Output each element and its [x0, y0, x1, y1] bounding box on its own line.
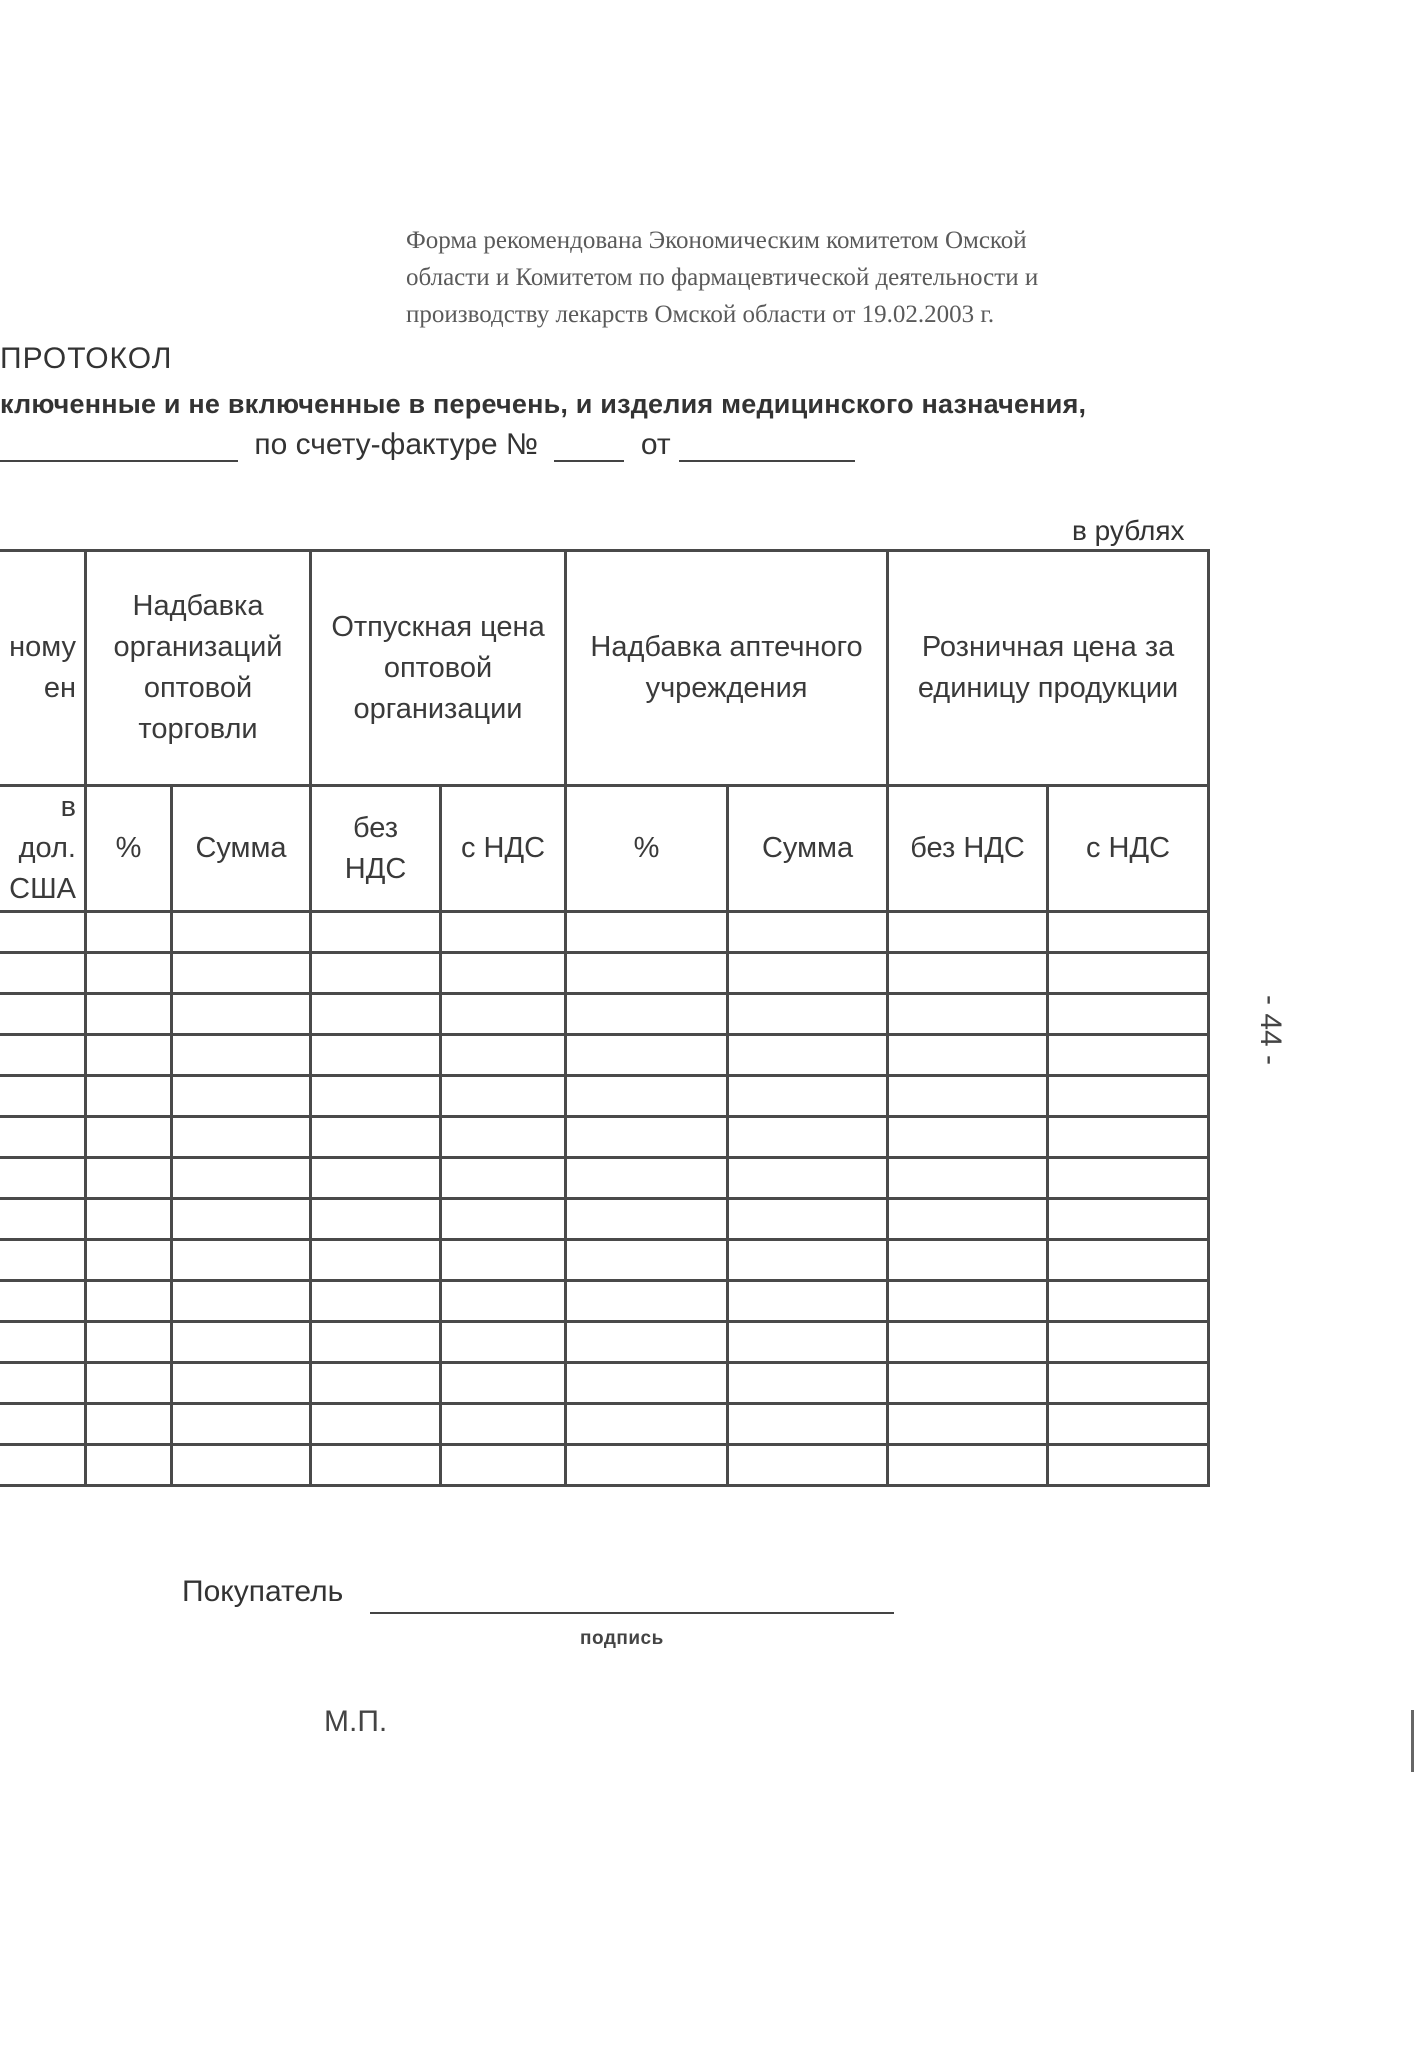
table-cell[interactable]: [566, 1240, 728, 1281]
table-cell[interactable]: [0, 994, 86, 1035]
signature-caption: подпись: [580, 1628, 664, 1649]
table-row: [0, 1404, 1209, 1445]
header-cut-column: [0, 551, 86, 786]
table-row: [0, 1035, 1209, 1076]
table-row: [0, 1076, 1209, 1117]
units-label: в рублях: [1072, 515, 1185, 546]
table-cell[interactable]: [1048, 1199, 1209, 1240]
document-title: ПРОТОКОЛ: [0, 342, 173, 375]
table-cell[interactable]: [566, 1035, 728, 1076]
table-cell[interactable]: [0, 1445, 86, 1486]
table-cell[interactable]: [86, 912, 172, 953]
table-cell[interactable]: [1048, 1035, 1209, 1076]
table-cell[interactable]: [728, 1363, 888, 1404]
table-row: [0, 1117, 1209, 1158]
table-cell[interactable]: [728, 1117, 888, 1158]
table-row: [0, 912, 1209, 953]
table-cell[interactable]: [728, 1076, 888, 1117]
document-subtitle: ключенные и не включенные в перечень, и изделия медицинского назначения,: [0, 389, 1087, 419]
table-cell[interactable]: [566, 1445, 728, 1486]
table-cell[interactable]: [1048, 1445, 1209, 1486]
invoice-line: [0, 428, 855, 468]
table-cell[interactable]: [311, 1281, 441, 1322]
table-row: [0, 1240, 1209, 1281]
table-cell[interactable]: [441, 1404, 566, 1445]
table-cell[interactable]: [0, 1404, 86, 1445]
table-cell[interactable]: [566, 1076, 728, 1117]
header-percent-pharmacy: %: [566, 786, 728, 912]
table-cell[interactable]: [1048, 1158, 1209, 1199]
table-cell[interactable]: [1048, 1117, 1209, 1158]
table-cell[interactable]: [566, 1158, 728, 1199]
table-cell[interactable]: [888, 953, 1048, 994]
table-cell[interactable]: [888, 1281, 1048, 1322]
table-cell[interactable]: [311, 1322, 441, 1363]
table-row: [0, 953, 1209, 994]
form-note-line: Форма рекомендована Экономическим комитетом Омской: [406, 227, 1027, 254]
table-cell[interactable]: [566, 1281, 728, 1322]
table-cell[interactable]: [311, 912, 441, 953]
table-cell[interactable]: [172, 1281, 311, 1322]
table-cell[interactable]: [566, 1117, 728, 1158]
table-cell[interactable]: [172, 1322, 311, 1363]
table-cell[interactable]: [86, 1363, 172, 1404]
table-cell[interactable]: [888, 1363, 1048, 1404]
scan-edge-mark: [1411, 1710, 1414, 1772]
table-cell[interactable]: [172, 912, 311, 953]
stamp-label: М.П.: [324, 1705, 388, 1738]
table-cell[interactable]: [1048, 1363, 1209, 1404]
table-cell[interactable]: [172, 1404, 311, 1445]
table-cell[interactable]: [311, 953, 441, 994]
table-cell[interactable]: [728, 1322, 888, 1363]
table-cell[interactable]: [172, 1076, 311, 1117]
table-cell[interactable]: [172, 1240, 311, 1281]
table-cell[interactable]: [728, 1199, 888, 1240]
page-number: - 44 -: [1254, 995, 1287, 1066]
protocol-table: [0, 549, 1210, 1487]
table-cell[interactable]: [888, 1404, 1048, 1445]
table-cell[interactable]: [728, 1281, 888, 1322]
table-cell[interactable]: [86, 1240, 172, 1281]
table-row: [0, 1281, 1209, 1322]
table-cell[interactable]: [441, 1363, 566, 1404]
table-cell[interactable]: [0, 912, 86, 953]
table-cell[interactable]: [311, 1117, 441, 1158]
table-cell[interactable]: [86, 1076, 172, 1117]
table-cell[interactable]: [888, 912, 1048, 953]
table-cell[interactable]: [441, 1240, 566, 1281]
table-cell[interactable]: [86, 1158, 172, 1199]
table-cell[interactable]: [0, 1076, 86, 1117]
table-cell[interactable]: [311, 1404, 441, 1445]
table-cell[interactable]: [441, 1158, 566, 1199]
table-row: [0, 1158, 1209, 1199]
table-cell[interactable]: [311, 1240, 441, 1281]
table-cell[interactable]: [86, 1281, 172, 1322]
header-cut-text: ному ен: [9, 631, 76, 704]
table-cell[interactable]: [888, 1322, 1048, 1363]
table-cell[interactable]: [441, 994, 566, 1035]
table-cell[interactable]: [728, 994, 888, 1035]
table-body: [0, 912, 1209, 1486]
table-cell[interactable]: [728, 1404, 888, 1445]
table-cell[interactable]: [172, 1117, 311, 1158]
table-cell[interactable]: [441, 1445, 566, 1486]
table-cell[interactable]: [566, 1199, 728, 1240]
table-cell[interactable]: [441, 1117, 566, 1158]
header-pharmacy-markup-text: Надбавка аптечного учреждения: [590, 631, 863, 704]
header-percent-wholesale: %: [86, 786, 172, 912]
invoice-supplier-blank[interactable]: [0, 430, 238, 462]
invoice-date-blank[interactable]: [679, 430, 855, 462]
table-cell[interactable]: [0, 1117, 86, 1158]
header-no-vat-wholesale-text: без НДС: [344, 811, 407, 885]
table-cell[interactable]: [728, 1035, 888, 1076]
table-cell[interactable]: [0, 1363, 86, 1404]
table-cell[interactable]: [172, 1158, 311, 1199]
table-cell[interactable]: [86, 1199, 172, 1240]
table-cell[interactable]: [441, 953, 566, 994]
header-no-vat-retail: без НДС: [888, 786, 1048, 912]
table-cell[interactable]: [86, 1322, 172, 1363]
header-retail-price: [888, 551, 1209, 786]
table-cell[interactable]: [888, 994, 1048, 1035]
table-cell[interactable]: [311, 1199, 441, 1240]
table-cell[interactable]: [441, 912, 566, 953]
table-cell[interactable]: [172, 994, 311, 1035]
header-vat-retail: с НДС: [1048, 786, 1209, 912]
table-cell[interactable]: [0, 1158, 86, 1199]
header-wholesale-price-text: Отпускная цена оптовой организации: [331, 610, 545, 725]
table-cell[interactable]: [728, 1158, 888, 1199]
table-row: [0, 1445, 1209, 1486]
header-sum-wholesale: Сумма: [172, 786, 311, 912]
table-cell[interactable]: [86, 1445, 172, 1486]
table-cell[interactable]: [888, 1158, 1048, 1199]
table-cell[interactable]: [86, 1404, 172, 1445]
header-vat-wholesale: с НДС: [441, 786, 566, 912]
table-cell[interactable]: [566, 1404, 728, 1445]
table-cell[interactable]: [0, 1281, 86, 1322]
table-cell[interactable]: [728, 912, 888, 953]
table-cell[interactable]: [888, 1199, 1048, 1240]
table-cell[interactable]: [1048, 1281, 1209, 1322]
table-cell[interactable]: [0, 1240, 86, 1281]
table-cell[interactable]: [311, 1076, 441, 1117]
table-row: [0, 994, 1209, 1035]
table-cell[interactable]: [311, 994, 441, 1035]
table-cell[interactable]: [0, 1035, 86, 1076]
buyer-label: Покупатель: [182, 1575, 344, 1608]
header-wholesale-markup-text: Надбавка организаций оптовой торговли: [113, 590, 283, 745]
table-cell[interactable]: [311, 1158, 441, 1199]
table-cell[interactable]: [86, 1117, 172, 1158]
table-cell[interactable]: [566, 912, 728, 953]
table-cell[interactable]: [566, 994, 728, 1035]
table-cell[interactable]: [888, 1117, 1048, 1158]
header-no-vat-wholesale: [311, 786, 441, 912]
table-cell[interactable]: [1048, 1240, 1209, 1281]
table-row: [0, 1322, 1209, 1363]
header-sum-pharmacy: Сумма: [728, 786, 888, 912]
table-cell[interactable]: [441, 1035, 566, 1076]
table-cell[interactable]: [1048, 1076, 1209, 1117]
table-cell[interactable]: [888, 1445, 1048, 1486]
table-cell[interactable]: [441, 1322, 566, 1363]
table-cell[interactable]: [172, 953, 311, 994]
table-cell[interactable]: [86, 1035, 172, 1076]
invoice-number-blank[interactable]: [554, 430, 624, 462]
form-note: [406, 222, 1226, 333]
header-wholesale-markup: [86, 551, 311, 786]
table-cell[interactable]: [441, 1199, 566, 1240]
table-cell[interactable]: [728, 1240, 888, 1281]
table-cell[interactable]: [728, 953, 888, 994]
table-cell[interactable]: [311, 1445, 441, 1486]
table-cell[interactable]: [1048, 1404, 1209, 1445]
table-cell[interactable]: [566, 1322, 728, 1363]
table-cell[interactable]: [0, 1322, 86, 1363]
table-cell[interactable]: [0, 953, 86, 994]
form-note-line: области и Комитетом по фармацевтической деятельности и: [406, 264, 1039, 291]
table-cell[interactable]: [86, 994, 172, 1035]
table-cell[interactable]: [311, 1035, 441, 1076]
table-cell[interactable]: [172, 1363, 311, 1404]
table-cell[interactable]: [86, 953, 172, 994]
header-retail-price-text: Розничная цена за единицу продукции: [917, 631, 1179, 704]
table-cell[interactable]: [0, 1199, 86, 1240]
header-usd: [0, 786, 86, 912]
table-cell[interactable]: [566, 953, 728, 994]
table-cell[interactable]: [888, 1240, 1048, 1281]
table-cell[interactable]: [172, 1445, 311, 1486]
table-cell[interactable]: [728, 1445, 888, 1486]
header-pharmacy-markup: [566, 551, 888, 786]
invoice-label: по счету-фактуре №: [254, 428, 539, 461]
header-usd-text: в дол. США: [9, 791, 76, 905]
table-cell[interactable]: [1048, 912, 1209, 953]
table-cell[interactable]: [441, 1281, 566, 1322]
table-cell[interactable]: [441, 1076, 566, 1117]
table-cell[interactable]: [1048, 953, 1209, 994]
table-cell[interactable]: [888, 1076, 1048, 1117]
buyer-signature-line[interactable]: [370, 1612, 894, 1614]
table-cell[interactable]: [172, 1199, 311, 1240]
table-cell[interactable]: [1048, 994, 1209, 1035]
table-row: [0, 1363, 1209, 1404]
invoice-from-label: от: [640, 428, 671, 461]
table-cell[interactable]: [311, 1363, 441, 1404]
header-wholesale-price: [311, 551, 566, 786]
table-cell[interactable]: [172, 1035, 311, 1076]
form-note-line: производству лекарств Омской области от 19.02.2003 г.: [406, 301, 995, 328]
table-cell[interactable]: [1048, 1322, 1209, 1363]
table-row: [0, 1199, 1209, 1240]
table-cell[interactable]: [566, 1363, 728, 1404]
table-cell[interactable]: [888, 1035, 1048, 1076]
